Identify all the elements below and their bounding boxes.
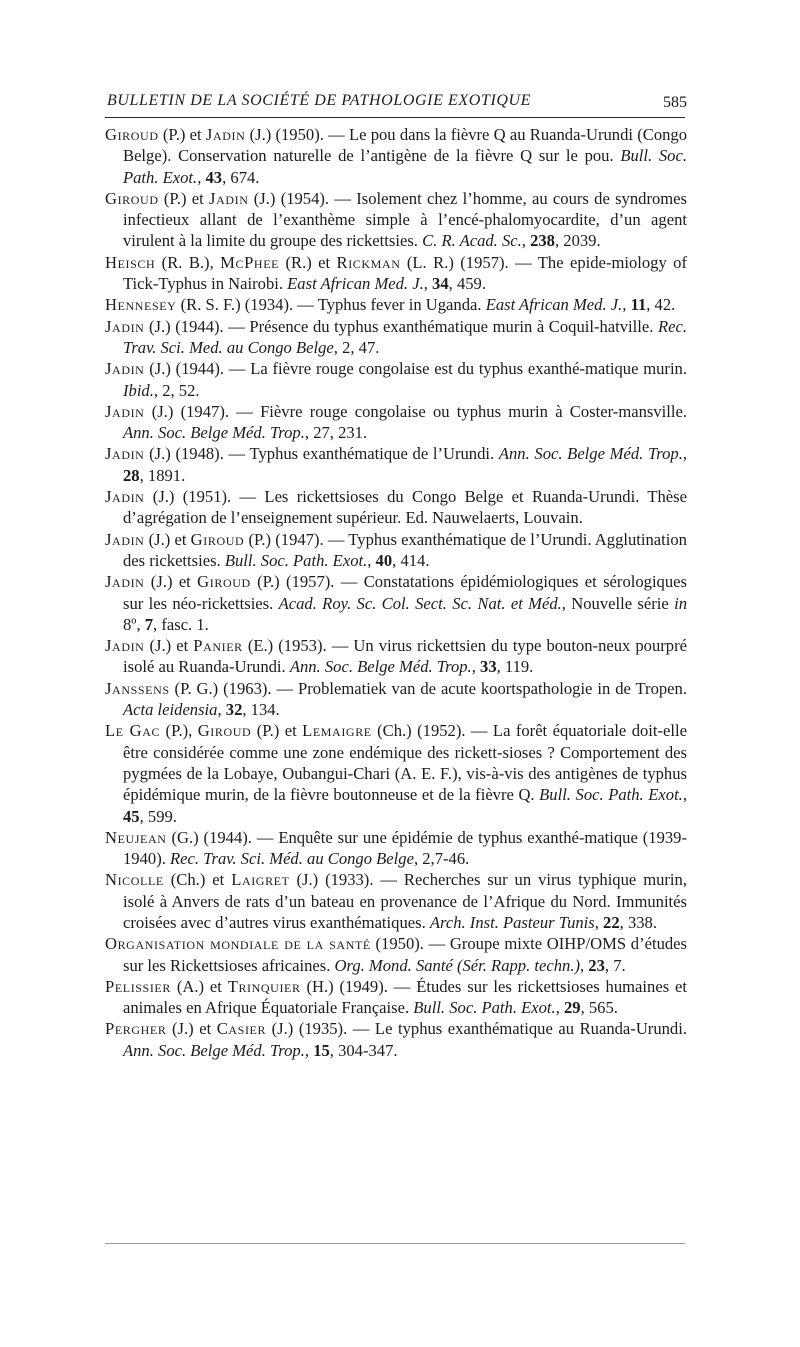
reference-text: , 2, 47. bbox=[333, 337, 380, 357]
reference-entry bbox=[105, 252, 687, 295]
author-name: Jadin bbox=[105, 487, 145, 507]
reference-text: (H.) (1949). — Études sur les rickettsioses humaines et animales en Afrique Équatoriale Française. bbox=[123, 976, 687, 1018]
reference-text: , bbox=[555, 998, 564, 1018]
reference-text: , bbox=[367, 550, 376, 570]
volume-number: 22 bbox=[603, 912, 620, 932]
journal-title: Bull. Soc. Path. Exot. bbox=[413, 998, 556, 1018]
reference-entry bbox=[105, 827, 687, 870]
volume-number: 11 bbox=[630, 295, 647, 315]
reference-text: (Ch.) et bbox=[163, 870, 232, 890]
reference-text: , bbox=[197, 167, 206, 187]
reference-text: , bbox=[521, 231, 531, 251]
author-name: Laigret bbox=[231, 870, 290, 890]
reference-text: , bbox=[304, 1040, 314, 1060]
reference-text: , 599. bbox=[139, 806, 177, 826]
author-name: Jadin bbox=[205, 125, 246, 144]
reference-text: (1950). — Groupe mixte OIHP/OMS d’études sur les Rickettsioses africaines. bbox=[123, 934, 687, 975]
reference-list bbox=[105, 124, 687, 1061]
reference-text: (R. B.), bbox=[155, 252, 221, 272]
reference-text: (P. G.) (1963). — Problematiek van de acute koortspathologie in de Tropen. bbox=[169, 678, 687, 698]
reference-entry bbox=[105, 124, 687, 188]
reference-text: (J.) (1944). — Présence du typhus exanthématique murin à Coquil-hatville. bbox=[144, 316, 658, 336]
reference-entry bbox=[105, 486, 687, 529]
author-name: Trinquier bbox=[227, 976, 301, 996]
author-name: Nicolle bbox=[105, 870, 164, 890]
author-name: Giroud bbox=[197, 572, 251, 592]
journal-title: Ann. Soc. Belge Méd. Trop. bbox=[123, 1040, 305, 1060]
volume-number: 15 bbox=[313, 1040, 330, 1060]
author-name: Heisch bbox=[105, 252, 156, 272]
author-name: Janssens bbox=[105, 678, 170, 698]
volume-number: 32 bbox=[225, 700, 243, 720]
reference-text: , 119. bbox=[496, 657, 534, 677]
author-name: Casier bbox=[216, 1019, 267, 1039]
reference-text: , 338. bbox=[619, 912, 657, 932]
reference-text: (Ch.) (1952). — La forêt équatoriale doit-elle être considérée comme une zone endémique des rickett-sioses ? Comportement des pygmées de la Lobaye, Oubangui-Chari (A. E. F.), vis-à-vis des antigènes de typhus épidémique murin, de la fièvre boutonneuse et de la fièvre Q. bbox=[123, 721, 687, 805]
reference-text: , bbox=[622, 295, 631, 315]
reference-text: (J.) et bbox=[144, 636, 194, 656]
reference-text: , 565. bbox=[580, 998, 618, 1018]
reference-text: (P.) et bbox=[251, 721, 303, 741]
author-name: Panier bbox=[193, 636, 243, 656]
reference-text: , bbox=[471, 657, 481, 677]
author-name: Jadin bbox=[105, 636, 145, 656]
reference-text: , bbox=[217, 700, 226, 720]
journal-title: East African Med. J. bbox=[287, 274, 424, 294]
reference-text: (P.) (1947). — Typhus exanthématique de l’Urundi. Agglutination des rickettsies. bbox=[123, 529, 687, 570]
reference-entry bbox=[105, 358, 687, 401]
reference-entry bbox=[105, 294, 687, 315]
reference-text: (J.) (1944). — La fièvre rouge congolaise est du typhus exanthé-matique murin. bbox=[144, 359, 687, 379]
reference-text: (J.) et bbox=[144, 572, 198, 592]
reference-text: (E.) (1953). — Un virus rickettsien du type bouton-neux pourpré isolé au Ruanda-Urundi. bbox=[123, 636, 687, 677]
reference-text: (R.) et bbox=[279, 252, 337, 272]
reference-text: , 2,7-46. bbox=[413, 849, 470, 869]
reference-text: (J.) (1935). — Le typhus exanthématique au Ruanda-Urundi. bbox=[266, 1019, 687, 1039]
volume-number: 238 bbox=[530, 231, 555, 251]
reference-text: 8º, bbox=[123, 614, 145, 634]
journal-title: C. R. Acad. Sc. bbox=[422, 231, 522, 251]
reference-text: , bbox=[423, 274, 433, 294]
reference-entry bbox=[105, 529, 687, 572]
reference-text: , 414. bbox=[392, 550, 430, 570]
reference-text: (P.) et bbox=[158, 188, 210, 208]
reference-text: (J.) (1951). — Les rickettsioses du Congo Belge et Ruanda-Urundi. Thèse d’agrégation de l’enseignement supérieur. Ed. Nauwelaerts, Louvain. bbox=[123, 487, 687, 528]
author-name: Giroud bbox=[197, 721, 252, 741]
reference-text: (J.) et bbox=[166, 1019, 217, 1039]
author-name: Giroud bbox=[190, 529, 245, 549]
author-name: Neujean bbox=[105, 827, 167, 847]
reference-entry bbox=[105, 869, 687, 933]
author-name: Jadin bbox=[105, 444, 145, 464]
reference-entry bbox=[105, 678, 687, 721]
volume-number: 29 bbox=[563, 998, 581, 1018]
author-name: Giroud bbox=[105, 125, 159, 144]
bottom-rule bbox=[105, 1243, 685, 1244]
volume-number: 40 bbox=[375, 550, 393, 570]
journal-title: Acad. Roy. Sc. Col. Sect. Sc. Nat. et Méd. bbox=[278, 593, 562, 613]
page-number: 585 bbox=[663, 94, 687, 111]
reference-text: , 7. bbox=[604, 955, 626, 975]
author-name: Jadin bbox=[105, 359, 145, 379]
reference-text: , 1891. bbox=[139, 465, 186, 485]
reference-text: (J.) et bbox=[144, 529, 191, 549]
reference-entry bbox=[105, 976, 687, 1019]
volume-number: 43 bbox=[205, 167, 223, 187]
reference-text: (L. R.) (1957). — The epide-miology of Tick-Typhus in Nairobi. bbox=[123, 252, 687, 294]
reference-text: (J.) (1948). — Typhus exanthématique de l’Urundi. bbox=[144, 444, 499, 464]
reference-text: (R. S. F.) (1934). — Typhus fever in Uganda. bbox=[176, 295, 486, 315]
author-name: Rickman bbox=[336, 252, 401, 272]
reference-text: , bbox=[682, 785, 687, 805]
reference-text: , Nouvelle série bbox=[561, 593, 675, 613]
journal-title: Acta leidensia bbox=[123, 700, 218, 720]
reference-text: (P.), bbox=[160, 721, 198, 741]
reference-text: (P.) et bbox=[158, 125, 206, 144]
author-name: Le Gac bbox=[105, 721, 161, 741]
volume-number: 7 bbox=[144, 614, 154, 634]
journal-title: Ann. Soc. Belge Méd. Trop. bbox=[123, 423, 305, 443]
journal-title: Bull. Soc. Path. Exot. bbox=[123, 146, 687, 187]
reference-text: (A.) et bbox=[170, 976, 228, 996]
journal-title: Ibid. bbox=[123, 380, 154, 400]
volume-number: 33 bbox=[480, 657, 497, 677]
reference-text: (G.) (1944). — Enquête sur une épidémie de typhus exanthé-matique (1939-1940). bbox=[123, 827, 687, 869]
author-name: Pergher bbox=[105, 1019, 167, 1039]
reference-entry bbox=[105, 316, 687, 359]
author-name: Hennesey bbox=[105, 295, 177, 315]
journal-title: Bull. Soc. Path. Exot. bbox=[539, 785, 683, 805]
journal-title: Ann. Soc. Belge Méd. Trop. bbox=[289, 657, 472, 677]
author-name: Jadin bbox=[209, 188, 249, 208]
author-name: Jadin bbox=[105, 572, 145, 592]
journal-title: Bull. Soc. Path. Exot. bbox=[224, 550, 368, 570]
reference-text: , 459. bbox=[448, 274, 486, 294]
reference-text: (J.) (1947). — Fièvre rouge congolaise ou typhus murin à Coster-mansville. bbox=[144, 401, 687, 421]
author-name: Jadin bbox=[105, 316, 145, 336]
author-name: Jadin bbox=[105, 529, 145, 549]
reference-text: , 2039. bbox=[554, 231, 601, 251]
reference-text: , 134. bbox=[242, 700, 280, 720]
journal-title: Org. Mond. Santé (Sér. Rapp. techn.) bbox=[334, 955, 580, 975]
author-name: Giroud bbox=[105, 188, 159, 208]
reference-entry bbox=[105, 188, 687, 252]
reference-entry bbox=[105, 571, 687, 635]
journal-title: Rec. Trav. Sci. Méd. au Congo Belge bbox=[170, 849, 414, 869]
volume-number: 45 bbox=[123, 806, 140, 826]
reference-text: , 304-347. bbox=[329, 1040, 398, 1060]
reference-text: , bbox=[682, 444, 687, 464]
journal-title: Arch. Inst. Pasteur Tunis bbox=[429, 912, 595, 932]
reference-entry bbox=[105, 401, 687, 444]
volume-number: 34 bbox=[432, 274, 449, 294]
reference-entry bbox=[105, 720, 687, 826]
journal-title: East African Med. J. bbox=[485, 295, 623, 315]
reference-entry bbox=[105, 933, 687, 976]
author-name: Jadin bbox=[105, 401, 145, 421]
volume-number: 23 bbox=[588, 955, 605, 975]
reference-text: (P.) (1957). — Constatations épidémiologiques et sérologiques sur les néo-rickettsies. bbox=[123, 572, 687, 613]
reference-text: (J.) (1933). — Recherches sur un virus typhique murin, isolé à Anvers de rats d’un bateau en provenance de l’Afrique du Nord. Immunités croisées avec d’autres virus exanthématiques. bbox=[123, 870, 687, 932]
reference-entry bbox=[105, 443, 687, 486]
journal-title: Ann. Soc. Belge Méd. Trop. bbox=[498, 444, 683, 464]
journal-title: Rec. Trav. Sci. Med. au Congo Belge bbox=[123, 316, 687, 357]
reference-text: (J.) (1950). — Le pou dans la fièvre Q au Ruanda-Urundi (Congo Belge). Conservation naturelle de l’antigène de la fièvre Q sur le pou. bbox=[123, 125, 688, 166]
volume-number: 28 bbox=[123, 465, 140, 485]
reference-text: , bbox=[594, 912, 604, 932]
reference-text: , 674. bbox=[222, 167, 260, 187]
author-name: Lemaigre bbox=[302, 721, 372, 741]
reference-text: (J.) (1954). — Isolement chez l’homme, au cours de syndromes infectieux allant de l’exanthème simple à l’encé-phalomyocardite, d’un agent virulent à la limite du groupe des rickettsies. bbox=[123, 188, 687, 251]
reference-text: , 2, 52. bbox=[153, 380, 200, 400]
running-head: BULLETIN DE LA SOCIÉTÉ DE PATHOLOGIE EXOTIQUE bbox=[107, 92, 532, 109]
reference-text: , 42. bbox=[646, 295, 676, 315]
author-name: Organisation mondiale de la santé bbox=[105, 934, 371, 954]
header-rule bbox=[105, 117, 685, 118]
reference-entry bbox=[105, 1018, 687, 1061]
reference-entry bbox=[105, 635, 687, 678]
reference-text: , bbox=[580, 955, 589, 975]
author-name: McPhee bbox=[220, 252, 280, 272]
journal-title: in bbox=[674, 593, 687, 613]
page-header bbox=[107, 92, 687, 116]
author-name: Pelissier bbox=[105, 976, 171, 996]
reference-text: , fasc. 1. bbox=[153, 614, 209, 634]
reference-text: , 27, 231. bbox=[304, 423, 368, 443]
